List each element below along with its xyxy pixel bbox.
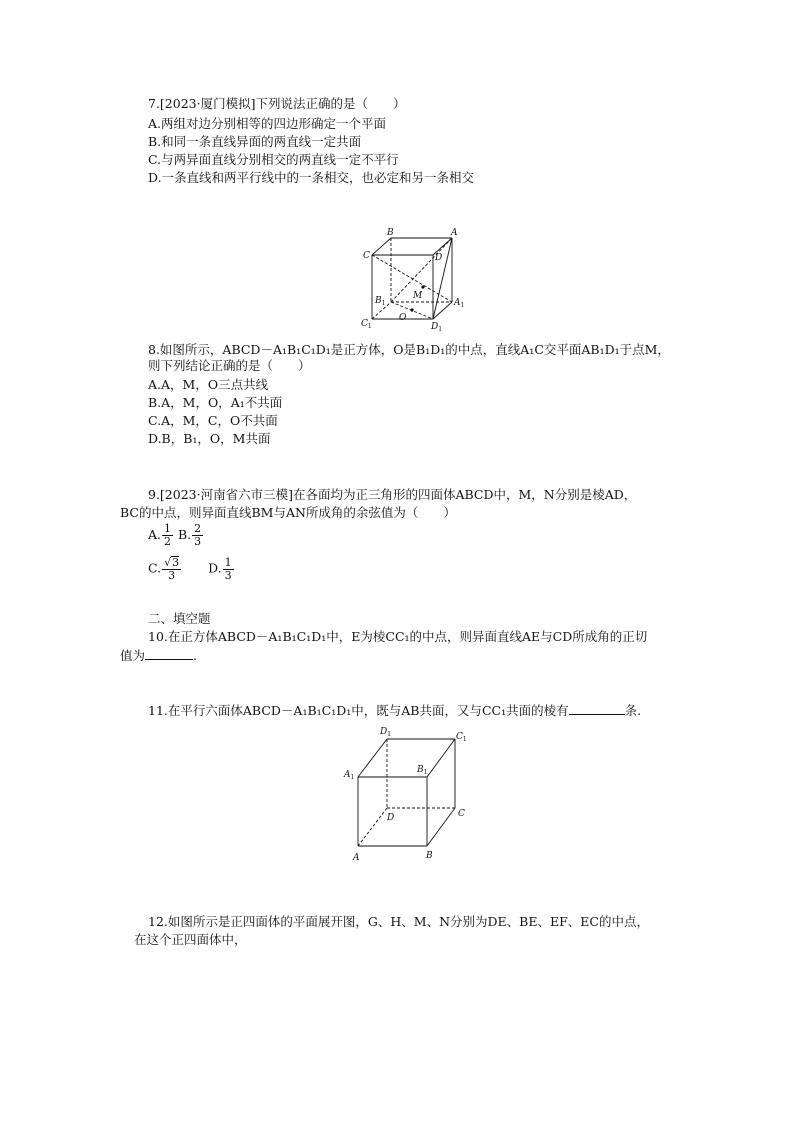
- q7-option-d: D.一条直线和两平行线中的一条相交，也必定和另一条相交: [148, 170, 475, 185]
- label-b: B: [426, 851, 433, 861]
- cube-figure-q8: [355, 222, 475, 337]
- q11-stem: 11.在平行六面体ABCD－A₁B₁C₁D₁中，既与AB共面，又与CC₁共面的棱有 条.: [148, 703, 642, 718]
- label-a: A: [353, 853, 360, 863]
- label-c: C: [363, 251, 370, 261]
- q7-option-a: A.两组对边分别相等的四边形确定一个平面: [148, 116, 387, 131]
- q9-options-ab: A. $\frac{1}{2}$ B. $\frac{2}{3}$: [148, 522, 202, 548]
- q10-stem-line1: 10.在正方体ABCD－A₁B₁C₁D₁中，E为棱CC₁的中点，则异面直线AE与CD所成角的正切: [148, 629, 648, 644]
- label-d: D: [435, 253, 443, 263]
- q8-option-a: A.A，M，O三点共线: [148, 377, 269, 392]
- q9-options-cd: C. $\frac{√3}{3}$ D. $\frac{1}{3}$: [148, 555, 232, 582]
- q11-answer-blank[interactable]: [569, 702, 625, 715]
- label-m: M: [413, 291, 423, 301]
- q7-stem: 7.[2023·厦门模拟]下列说法正确的是（ ）: [148, 96, 406, 111]
- label-d: D: [387, 813, 395, 823]
- label-c1: $C_1$: [456, 732, 467, 743]
- q9-option-d-fraction: $\frac{1}{3}$: [224, 555, 232, 582]
- label-o: O: [399, 313, 407, 323]
- q7-option-b: B.和同一条直线异面的两直线一定共面: [148, 134, 362, 149]
- q9-option-a-fraction: $\frac{1}{2}$: [164, 522, 172, 548]
- q7-option-c: C.与两异面直线分别相交的两直线一定不平行: [148, 152, 399, 167]
- point-m: [421, 285, 424, 288]
- q9-stem-line2: BC的中点，则异面直线BM与AN所成角的余弦值为（ ）: [120, 505, 456, 520]
- q9-option-c-fraction: $\frac{√3}{3}$: [164, 556, 180, 582]
- q8-stem-line2: 则下列结论正确的是（ ）: [148, 358, 311, 373]
- q10-answer-blank[interactable]: [145, 647, 193, 660]
- label-c: C: [458, 809, 465, 819]
- label-a: A: [451, 228, 458, 238]
- point-o: [410, 308, 413, 311]
- parallelepiped-figure-q11: [340, 722, 475, 867]
- label-c1: $C_1$: [361, 319, 372, 330]
- q10-stem-line2: 值为 .: [120, 648, 197, 663]
- label-d1: $D_1$: [380, 727, 392, 738]
- section-title-fill-in: 二、填空题: [148, 611, 211, 626]
- q12-stem-line2: 在这个正四面体中，: [134, 932, 247, 947]
- label-b1: $B_1$: [417, 765, 428, 776]
- q9-stem-line1: 9.[2023·河南省六市三模]在各面均为正三角形的四面体ABCD中，M，N分别是棱AD，: [148, 487, 637, 502]
- label-a1: $A_1$: [454, 298, 465, 309]
- q9-option-b-fraction: $\frac{2}{3}$: [194, 522, 202, 548]
- q12-stem-line1: 12.如图所示是正四面体的平面展开图，G、H、M、N分别为DE、BE、EF、EC的中点，: [148, 914, 649, 929]
- label-d1: $D_1$: [431, 322, 443, 333]
- q8-option-d: D.B，B₁，O，M共面: [148, 431, 271, 446]
- q8-stem-line1: 8.如图所示，ABCD－A₁B₁C₁D₁是正方体，O是B₁D₁的中点，直线A₁C交平面AB₁D₁于点M，: [148, 342, 670, 357]
- label-b1: $B_1$: [375, 296, 386, 307]
- label-a1: $A_1$: [344, 770, 355, 781]
- q8-option-b: B.A，M，O，A₁不共面: [148, 395, 283, 410]
- q8-option-c: C.A，M，C，O不共面: [148, 413, 278, 428]
- label-b: B: [387, 228, 394, 238]
